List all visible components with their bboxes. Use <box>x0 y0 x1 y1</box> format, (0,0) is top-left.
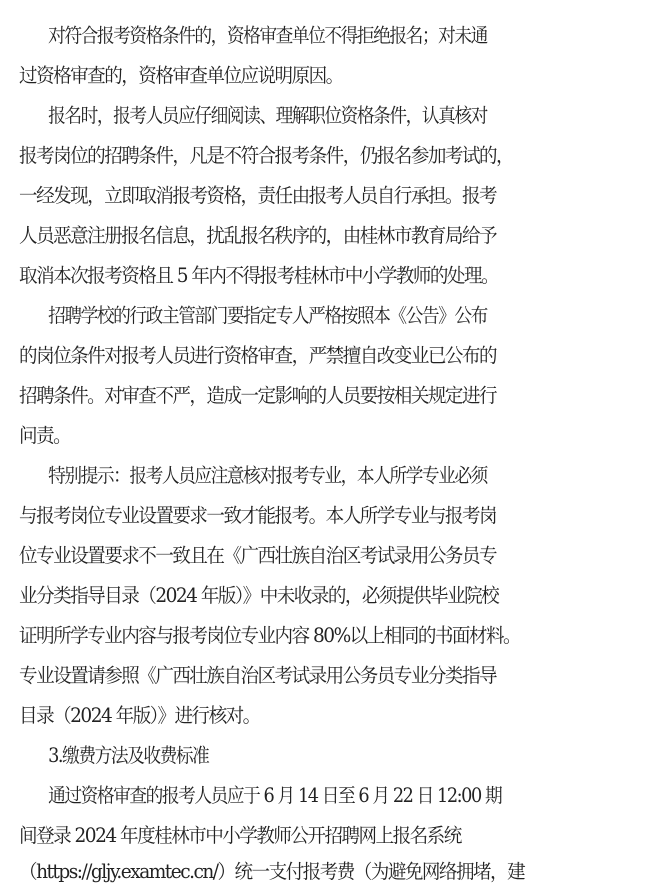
section-heading: 3.缴费方法及收费标准 <box>48 744 209 767</box>
text-line: 业分类指导目录（2024 年版）》中未收录的，必须提供毕业院校 <box>19 584 499 607</box>
text-line: （https://gljy.examtec.cn/）统一支付报考费（为避免网络拥堵，建 <box>19 860 525 883</box>
text-line: 取消本次报考资格且 5 年内不得报考桂林市中小学教师的处理。 <box>19 264 499 287</box>
text-line: 一经发现，立即取消报考资格，责任由报考人员自行承担。报考 <box>19 184 497 207</box>
text-line: 证明所学专业内容与报考岗位专业内容 80%以上相同的书面材料。 <box>19 624 521 647</box>
text-line: 特别提示：报考人员应注意核对报考专业，本人所学专业必须 <box>48 464 487 487</box>
text-line: 间登录 2024 年度桂林市中小学教师公开招聘网上报名系统 <box>19 824 461 847</box>
text-line: 人员恶意注册报名信息，扰乱报名秩序的，由桂林市教育局给予 <box>19 224 497 247</box>
text-line: 对符合报考资格条件的，资格审查单位不得拒绝报名；对未通 <box>48 24 487 47</box>
text-line: 招聘条件。对审查不严，造成一定影响的人员要按相关规定进行 <box>19 384 497 407</box>
text-line: 报名时，报考人员应仔细阅读、理解职位资格条件，认真核对 <box>48 104 487 127</box>
text-line: 通过资格审查的报考人员应于 6 月 14 日至 6 月 22 日 12:00 期 <box>48 784 502 807</box>
text-line: 位专业设置要求不一致且在《广西壮族自治区考试录用公务员专 <box>19 544 497 567</box>
text-line: 过资格审查的，资格审查单位应说明原因。 <box>19 64 343 87</box>
text-line: 目录（2024 年版）》进行核对。 <box>19 704 260 727</box>
text-line: 专业设置请参照《广西壮族自治区考试录用公务员专业分类指导 <box>19 664 497 687</box>
text-line: 报考岗位的招聘条件，凡是不符合报考条件，仍报名参加考试的， <box>19 144 514 167</box>
text-line: 招聘学校的行政主管部门要指定专人严格按照本《公告》公布 <box>48 304 487 327</box>
text-line: 问责。 <box>19 424 71 447</box>
text-line: 与报考岗位专业设置要求一致才能报考。本人所学专业与报考岗 <box>19 504 497 527</box>
text-line: 的岗位条件对报考人员进行资格审查，严禁擅自改变业已公布的 <box>19 344 497 367</box>
